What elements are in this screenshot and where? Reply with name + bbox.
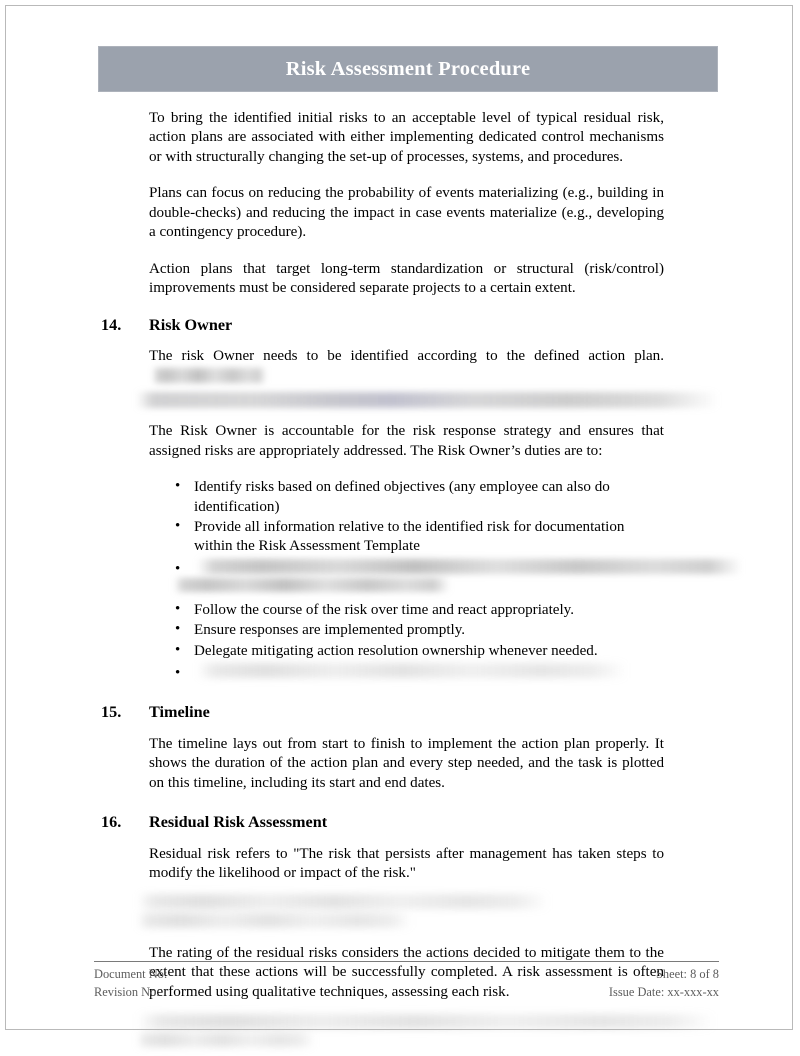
footer-row-2 xyxy=(94,984,719,1002)
footer-divider xyxy=(94,961,719,962)
footer-document-no-label: Document No: xyxy=(94,967,168,981)
footer-issue-date-label: Issue Date: xx-xxx-xx xyxy=(608,984,719,999)
document-page xyxy=(5,5,793,1030)
section-14-paragraph-1 xyxy=(149,347,664,386)
redacted-line-row-2 xyxy=(149,894,664,936)
list-item: • Ensure responses are implemented promptly. xyxy=(194,621,664,640)
page-title: Risk Assessment Procedure xyxy=(285,57,531,80)
redacted-text-block-9 xyxy=(137,1033,315,1047)
redacted-text-block-2 xyxy=(136,392,719,408)
redacted-text-block-6 xyxy=(137,894,549,909)
redacted-line-row-1 xyxy=(149,392,664,416)
section-heading-residual-risk xyxy=(94,813,664,832)
section-number-15: 15. xyxy=(101,703,122,722)
page-content-area xyxy=(94,46,719,1056)
footer-row-1 xyxy=(94,966,719,984)
list-item: • Provide all information relative to the identified risk for documentation within the Risk Assessment Template xyxy=(194,518,664,557)
section-14-paragraph-2: The Risk Owner is accountable for the risk response strategy and ensures that assigned risks are appropriately addressed. The Risk Owner’s duties are to: xyxy=(149,423,664,459)
intro-paragraph-2: Plans can focus on reducing the probability of events materializing (e.g., building in double-checks) and reducing the impact in case events materialize (e.g., developing a contingency procedure). xyxy=(149,185,664,241)
document-title-banner xyxy=(98,46,718,92)
section-16-paragraph-2: The rating of the residual risks considers the actions decided to mitigate them to the extent that these actions will be successfully completed. A risk assessment is often performed using qualitative techniques, assessing each risk. xyxy=(149,944,664,1000)
list-item-redacted xyxy=(194,662,664,683)
footer-revision-no-label: Revision No: xyxy=(94,984,160,999)
section-15-paragraph-1: The timeline lays out from start to finish to implement the action plan properly. It shows the duration of the action plan and every step needed, and the task is plotted on this timeline, including its start and end dates. xyxy=(149,735,664,791)
redacted-text-block-4 xyxy=(174,578,450,592)
footer-sheet-label: Sheet: 8 of 8 xyxy=(656,967,719,981)
list-item-redacted xyxy=(194,558,664,600)
section-title-16: Residual Risk Assessment xyxy=(149,813,328,832)
intro-paragraph-1: To bring the identified initial risks to an acceptable level of typical residual risk, action plans are associated with either implementing dedicated control mechanisms or with structurally changing the set-up of processes, systems, and procedures. xyxy=(149,110,664,165)
section-number-16: 16. xyxy=(101,813,122,832)
list-item: • Delegate mitigating action resolution ownership whenever needed. xyxy=(194,642,664,661)
list-item: • Follow the course of the risk over time and react appropriately. xyxy=(194,601,664,620)
section-heading-risk-owner xyxy=(94,316,664,335)
section-title-14: Risk Owner xyxy=(149,315,233,334)
intro-paragraph-3: Action plans that target long-term standardization or structural (risk/control) improvements must be considered separate projects to a certain extent. xyxy=(149,260,664,297)
section-heading-timeline xyxy=(94,703,664,722)
redacted-text-block-7 xyxy=(137,913,412,928)
redacted-line-row-3 xyxy=(149,1014,664,1056)
page-footer xyxy=(94,961,719,1001)
section-number-14: 14. xyxy=(101,315,122,334)
risk-owner-duties-list xyxy=(149,478,664,683)
section-16-paragraph-1: Residual risk refers to "The risk that persists after management has taken steps to modify the likelihood or impact of the risk." xyxy=(149,845,664,882)
document-body xyxy=(94,109,664,1056)
redacted-text-block-5 xyxy=(197,663,627,678)
list-item: • Identify risks based on defined objectives (any employee can also do identification) xyxy=(194,478,664,517)
redacted-text-block-3 xyxy=(197,559,742,574)
section-title-15: Timeline xyxy=(149,703,210,722)
redacted-text-block-1 xyxy=(153,368,266,383)
section-14-paragraph-1-text: The risk Owner needs to be identified according to the defined action plan. xyxy=(149,348,664,365)
redacted-text-block-8 xyxy=(137,1014,715,1029)
